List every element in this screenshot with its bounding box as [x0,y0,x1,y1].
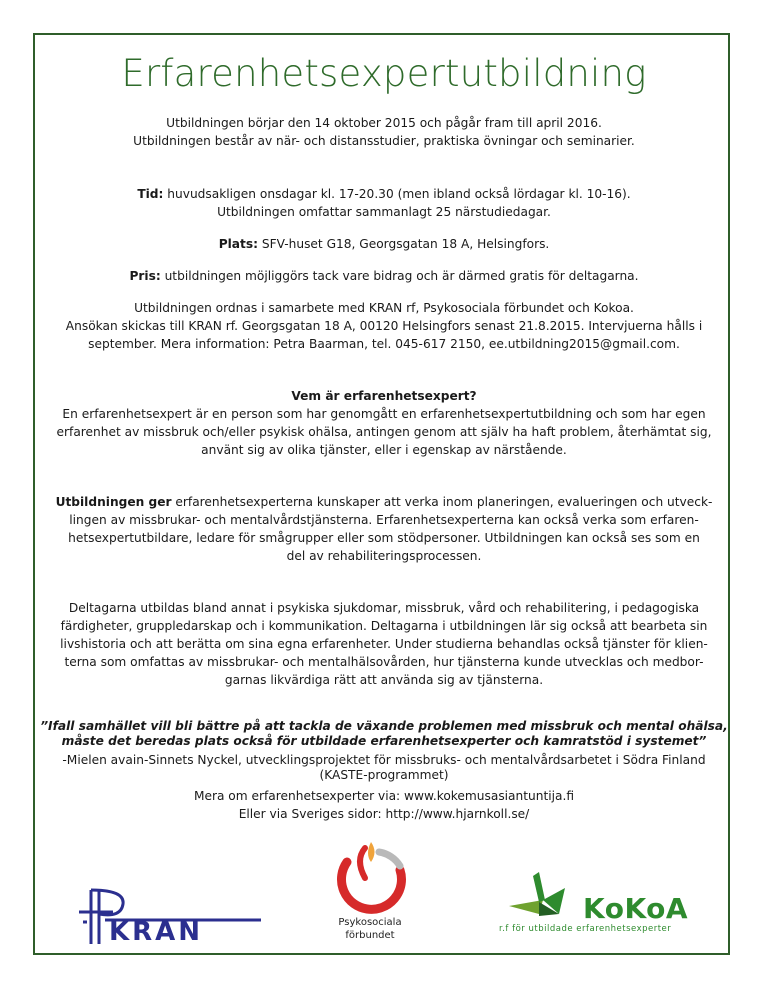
kokoa-wordmark: KoKoA [583,892,689,925]
expert-line: använt sig av olika tjänster, eller i egenskap av närstående. [201,443,567,457]
kokoa-logo [499,870,709,940]
source-line: -Mielen avain-Sinnets Nyckel, utvecklingsprojektet för missbruks- och mentalvårdsarbetet i Södra Finland [62,753,706,767]
training-line: lingen av missbrukar- och mentalvårdstjänsterna. Erfarenhetsexperterna kan också verka som erfaren- [69,513,699,527]
intro-line: Utbildningen består av när- och distansstudier, praktiska övningar och seminarier. [133,134,635,148]
psykosociala-logo [325,840,415,950]
training-text: erfarenhetsexperterna kunskaper att verka inom planeringen, evalueringen och utveck- [171,495,713,509]
place-text: SFV-huset G18, Georgsgatan 18 A, Helsingfors. [257,237,550,251]
participants-line: garnas likvärdiga rätt att använda sig av tjänsterna. [224,673,544,687]
kran-logo-text: KRAN [109,917,204,947]
place-label: Plats: [218,237,258,251]
participants-paragraph [40,599,728,689]
expert-paragraph [40,405,728,459]
time-label: Tid: [137,187,164,201]
more-info [40,787,728,823]
participants-line: Deltagarna utbildas bland annat i psykiska sjukdomar, missbruk, vård och rehabilitering, i pedagogiska [68,601,700,615]
time-paragraph [40,185,728,221]
time-line-2: Utbildningen omfattar sammanlagt 25 närstudiedagar. [217,205,551,219]
more-info-line: Eller via Sveriges sidor: http://www.hjarnkoll.se/ [238,807,530,821]
partner-logos [33,840,730,950]
expert-line: En erfarenhetsexpert är en person som har genomgått en erfarenhetsexpertutbildning och som har egen [62,407,706,421]
quote-line: måste det beredas plats också för utbildade erfarenhetsexperter och kamratstöd i systemet” [61,734,707,748]
psykosociala-logo-graphic [325,840,415,916]
quote-source [40,753,728,783]
expert-line: erfarenhet av missbruk och/eller psykisk ohälsa, antingen genom att själv ha haft problem, återhämtat sig, [56,425,712,439]
intro-paragraph [40,114,728,150]
flyer-content [40,33,728,823]
place-paragraph [40,235,728,253]
page-title: Erfarenhetsexpertutbildning [121,52,647,95]
training-label: Utbildningen ger [55,495,172,509]
participants-line: livshistoria och att berätta om sina egna erfarenheter. Under studierna behandlas också tjänster för klien- [60,637,708,651]
time-line [40,185,728,203]
source-line: (KASTE-programmet) [319,768,449,782]
kran-logo [65,882,265,948]
organizer-line: Ansökan skickas till KRAN rf. Georgsgatan 18 A, 00120 Helsingfors senast 21.8.2015. Intervjuerna hålls i [65,319,703,333]
price-label: Pris: [129,269,161,283]
organizer-line: september. Mera information: Petra Baarman, tel. 045-617 2150, ee.utbildning2015@gmail.com. [88,337,680,351]
participants-line: terna som omfattas av missbrukar- och mentalhälsovården, hur tjänsterna kunde utvecklas och medbor- [64,655,704,669]
training-line [40,493,728,511]
psykosociala-label-line: Psykosociala [338,917,402,928]
more-info-line: Mera om erfarenhetsexperter via: www.kokemusasiantuntija.fi [193,789,575,803]
time-text: huvudsakligen onsdagar kl. 17-20.30 (men ibland också lördagar kl. 10-16). [163,187,631,201]
organizer-line: Utbildningen ordnas i samarbete med KRAN rf, Psykosociala förbundet och Kokoa. [134,301,634,315]
psykosociala-label [325,916,415,942]
intro-line: Utbildningen börjar den 14 oktober 2015 och pågår fram till april 2016. [166,116,602,130]
kran-logo-graphic [65,882,265,948]
training-line: hetsexpertutbildare, ledare för smågrupper eller som stödpersoner. Utbildningen kan också ses som en [68,531,700,545]
psykosociala-label-line: förbundet [345,930,395,941]
expert-heading: Vem är erfarenhetsexpert? [291,389,477,403]
kokoa-tagline: r.f för utbildade erfarenhetsexperter [499,924,672,934]
organizer-paragraph [40,299,728,353]
price-text: utbildningen möjliggörs tack vare bidrag och är därmed gratis för deltagarna. [160,269,639,283]
crane-icon [499,870,583,924]
price-paragraph [40,267,728,285]
quote [40,719,728,749]
training-line: del av rehabiliteringsprocessen. [286,549,482,563]
training-paragraph [40,493,728,565]
participants-line: färdigheter, gruppledarskap och i kommunikation. Deltagarna i utbildningen lär sig också att bearbeta sin [60,619,708,633]
quote-line: ”Ifall samhället vill bli bättre på att tackla de växande problemen med missbruk och mental ohälsa, [40,719,728,733]
